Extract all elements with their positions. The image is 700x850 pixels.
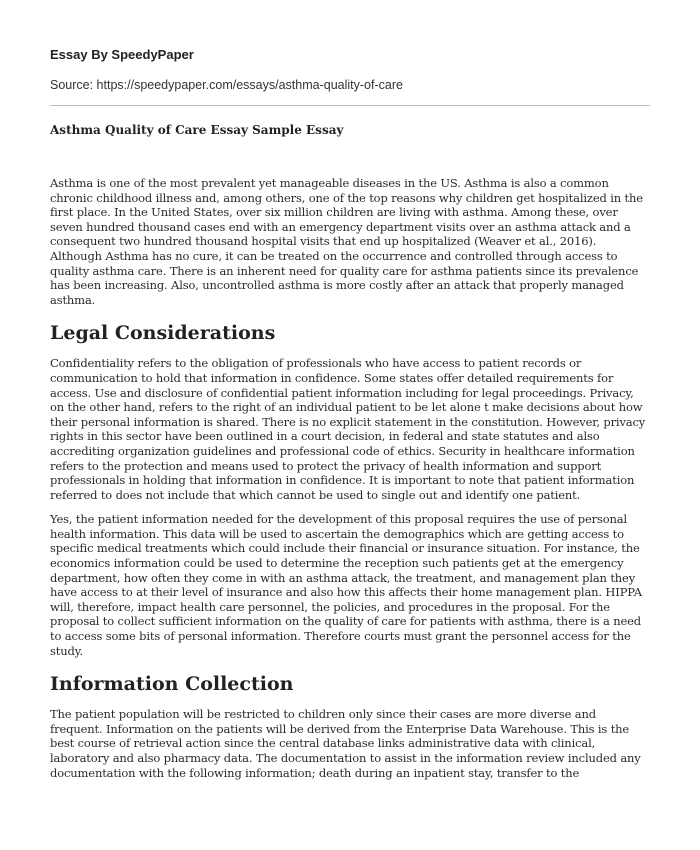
essay-title: Asthma Quality of Care Essay Sample Essay [50,123,344,137]
header-divider [50,105,650,106]
legal-paragraph-2: Yes, the patient information needed for the development of this proposal requires the use of personal health information. This data will be used to ascertain the demographics which are getting access to specific medical treatments which could include their financial or insurance situation. For instance, the economics information could be used to determine the reception such patients get at the emergency department, how often they come in with an asthma attack, the treatment, and management plan they have access to at their level of insurance and also how this affects their home management plan. HIPPA will, therefore, impact health care personnel, the policies, and procedures in the proposal. For the proposal to collect sufficient information on the quality of care for patients with asthma, there is a need to access some bits of personal information. Therefore courts must grant the personnel access for the study. [50,512,642,658]
document-page [50,38,650,790]
intro-paragraph: Asthma is one of the most prevalent yet manageable diseases in the US. Asthma is also a common chronic childhood illness and, among others, one of the top reasons why children get hospitalized in the first place. In the United States, over six million children are living with asthma. Among these, over seven hundred thousand cases end with an emergency department visits over an asthma attack and a consequent two hundred thousand hospital visits that end up hospitalized (Weaver et al., 2016). Although Asthma has no cure, it can be treated on the occurrence and controlled through access to quality asthma care. There is an inherent need for quality care for asthma patients since its prevalence has been increasing. Also, uncontrolled asthma is more costly after an attack that properly managed asthma. [50,176,643,307]
brand-title: Essay By SpeedyPaper [50,47,194,62]
section-heading-information: Information Collection [50,673,294,696]
legal-paragraph-1: Confidentiality refers to the obligation of professionals who have access to patient records or communication to hold that information in confidence. Some states offer detailed requirements for access. Use and disclosure of confidential patient information including for legal proceedings. Privacy, on the other hand, refers to the right of an individual patient to be let alone t make decisions about how their personal information is shared. There is no explicit statement in the constitution. However, privacy rights in this sector have been outlined in a court decision, in federal and state statutes and also accrediting organization guidelines and professional code of ethics. Security in healthcare information refers to the protection and means used to protect the privacy of health information and support professionals in holding that information in confidence. It is important to note that patient information referred to does not include that which cannot be used to single out and identify one patient. [50,356,646,502]
information-paragraph-1: The patient population will be restricted to children only since their cases are more diverse and frequent. Information on the patients will be derived from the Enterprise Data Warehouse. This is the best course of retrieval action since the central database links administrative data with clinical, laboratory and also pharmacy data. The documentation to assist in the information review included any documentation with the following information; death during an inpatient stay, transfer to the [50,707,641,780]
source-line: Source: https://speedypaper.com/essays/asthma-quality-of-care [50,78,403,92]
section-heading-legal: Legal Considerations [50,322,276,345]
